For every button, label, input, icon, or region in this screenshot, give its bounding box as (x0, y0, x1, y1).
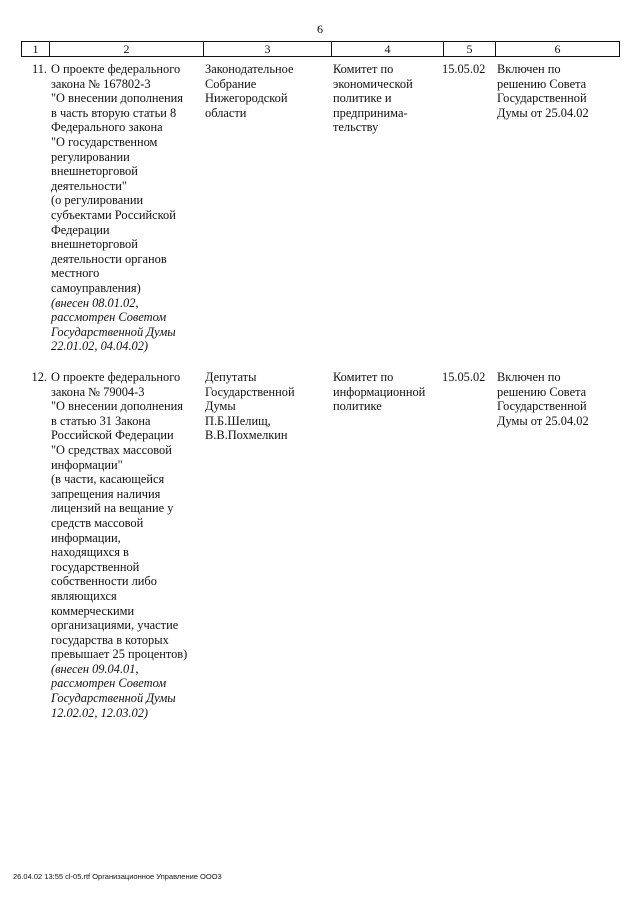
text-line: "О внесении дополнения (51, 399, 183, 414)
text-line: П.Б.Шелищ, (205, 413, 271, 428)
council-decision (497, 370, 619, 428)
review-date: 15.05.02 (442, 370, 486, 384)
text-line: политике (333, 399, 382, 414)
council-decision (497, 62, 619, 120)
text-line: Федерации (51, 222, 110, 237)
text-line: Государственной (497, 91, 587, 106)
text-line: закона № 167802-3 (51, 76, 151, 91)
text-line: Комитет по (333, 62, 394, 76)
column-header: 6 (496, 42, 620, 57)
text-line: рассмотрен Советом (51, 310, 167, 325)
text-line: в часть вторую статьи 8 (51, 105, 177, 120)
text-line: лицензий на вещание у (51, 501, 174, 516)
text-line: средств массовой (51, 515, 144, 530)
text-line: самоуправления) (51, 280, 141, 295)
text-line: "О средствах массовой (51, 442, 172, 457)
text-line: регулировании (51, 149, 130, 164)
text-line: "О государственном (51, 134, 158, 149)
text-line: Включен по (497, 62, 561, 76)
column-header: 5 (444, 42, 496, 57)
document-footer: 26.04.02 13:55 cl-05.rtf Организационное Управление ООО3 (13, 872, 222, 881)
text-line: Законодательное (205, 62, 294, 76)
text-line: предпринима- (333, 105, 408, 120)
text-line: внешнеторговой (51, 164, 138, 179)
text-line: государственной (51, 559, 140, 574)
text-line: Депутаты (205, 370, 257, 384)
text-line: местного (51, 266, 100, 281)
text-line: коммерческими (51, 603, 135, 618)
text-line: Федерального закона (51, 120, 163, 135)
responsible-committee (333, 370, 445, 414)
text-line: находящихся в (51, 545, 129, 560)
column-header: 3 (204, 42, 332, 57)
text-line: "О внесении дополнения (51, 91, 183, 106)
text-line: запрещения наличия (51, 486, 161, 501)
review-date: 15.05.02 (442, 62, 486, 76)
column-header-row (22, 42, 620, 57)
text-line: государства в которых (51, 632, 169, 647)
text-line: О проекте федерального (51, 370, 181, 384)
text-line: закона № 79004-3 (51, 384, 145, 399)
text-line: решению Совета (497, 76, 587, 91)
responsible-committee (333, 62, 445, 135)
text-line: Включен по (497, 370, 561, 384)
column-header: 2 (50, 42, 204, 57)
text-line: информации" (51, 457, 123, 472)
text-line: в статью 31 Закона (51, 413, 151, 428)
column-header: 1 (22, 42, 50, 57)
text-line: области (205, 105, 247, 120)
page-number: 6 (317, 22, 323, 36)
text-line: Государственной Думы (51, 691, 176, 706)
bill-subject (51, 370, 203, 720)
text-line: тельству (333, 120, 379, 135)
text-line: Государственной Думы (51, 324, 176, 339)
bill-row (21, 370, 619, 730)
row-number: 11. (31, 62, 47, 76)
text-line: 22.01.02, 04.04.02) (51, 339, 149, 354)
bills-list (21, 62, 619, 730)
text-line: (в части, касающейся (51, 472, 165, 487)
bill-subject (51, 62, 203, 354)
text-line: собственности либо (51, 574, 157, 589)
text-line: решению Совета (497, 384, 587, 399)
text-line: 12.02.02, 12.03.02) (51, 705, 149, 720)
text-line: Государственной (497, 399, 587, 414)
text-line: Комитет по (333, 370, 394, 384)
text-line: Собрание (205, 76, 257, 91)
text-line: являющихся (51, 588, 117, 603)
text-line: В.В.Похмелкин (205, 428, 288, 443)
text-line: экономической (333, 76, 413, 91)
text-line: субъектами Российской (51, 207, 176, 222)
column-header: 4 (332, 42, 444, 57)
text-line: внешнеторговой (51, 237, 138, 252)
bill-author (205, 370, 331, 443)
text-line: деятельности" (51, 178, 127, 193)
text-line: Думы (205, 399, 236, 414)
text-line: политике и (333, 91, 392, 106)
text-line: рассмотрен Советом (51, 676, 167, 691)
row-number: 12. (31, 370, 47, 384)
bill-author (205, 62, 331, 120)
bill-row (21, 62, 619, 370)
text-line: Думы от 25.04.02 (497, 413, 589, 428)
text-line: Думы от 25.04.02 (497, 105, 589, 120)
text-line: Государственной (205, 384, 295, 399)
text-line: Российской Федерации (51, 428, 174, 443)
text-line: информации, (51, 530, 121, 545)
text-line: деятельности органов (51, 251, 167, 266)
text-line: (внесен 08.01.02, (51, 295, 139, 310)
column-header-table (21, 41, 620, 57)
text-line: организациями, участие (51, 618, 179, 633)
text-line: (внесен 09.04.01, (51, 661, 139, 676)
text-line: информационной (333, 384, 426, 399)
text-line: Нижегородской (205, 91, 288, 106)
text-line: (о регулировании (51, 193, 144, 208)
text-line: О проекте федерального (51, 62, 181, 76)
text-line: превышает 25 процентов) (51, 647, 188, 662)
